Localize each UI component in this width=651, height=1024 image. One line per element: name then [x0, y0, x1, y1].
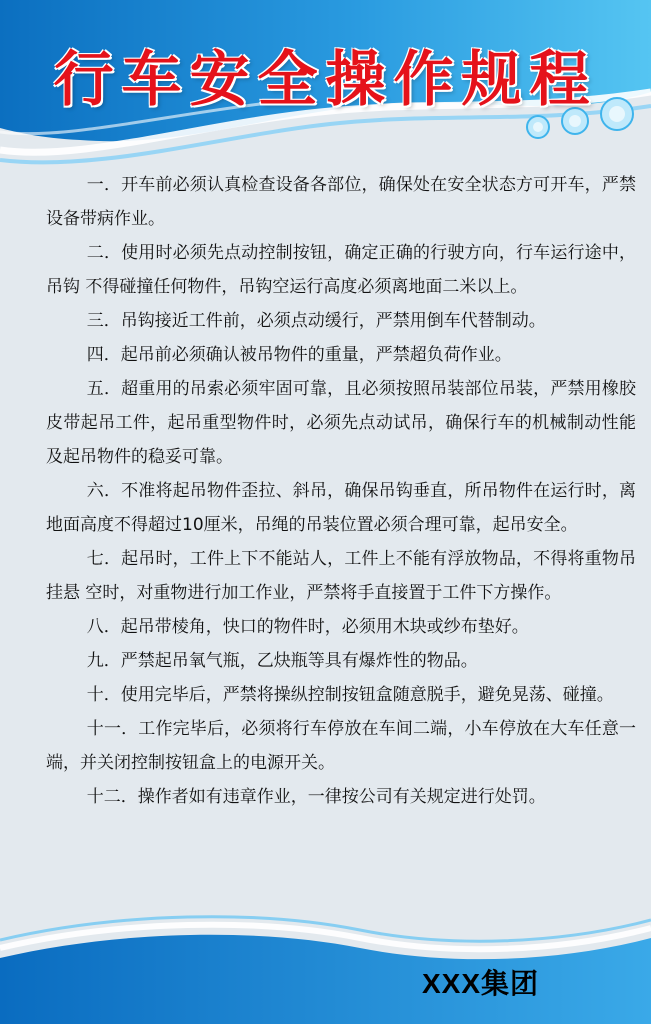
rule-2: 二．使用时必须先点动控制按钮，确定正确的行驶方向，行车运行途中，吊钩 不得碰撞任何物件，吊钩空运行高度必须离地面二米以上。	[46, 243, 636, 297]
rule-5: 五．超重用的吊索必须牢固可靠，且必须按照吊装部位吊装，严禁用橡胶皮带起吊工件，起吊重型物件时，必须先点动试吊，确保行车的机械制动性能及起吊物件的稳妥可靠。	[46, 379, 636, 467]
rule-12: 十二．操作者如有违章作业，一律按公司有关规定进行处罚。	[86, 787, 546, 807]
rule-11: 十一．工作完毕后，必须将行车停放在车间二端，小车停放在大车任意一端，并关闭控制按钮盒上的电源开关。	[46, 719, 636, 773]
rule-9: 九．严禁起吊氧气瓶，乙炔瓶等具有爆炸性的物品。	[86, 651, 478, 671]
rule-10: 十．使用完毕后，严禁将操纵控制按钮盒随意脱手，避免晃荡、碰撞。	[86, 685, 614, 705]
rule-4: 四．起吊前必须确认被吊物件的重量，严禁超负荷作业。	[86, 345, 512, 365]
rule-8: 八．起吊带棱角，快口的物件时，必须用木块或纱布垫好。	[86, 617, 529, 637]
page-title: 行车安全操作规程	[53, 45, 598, 115]
rule-1: 一．开车前必须认真检查设备各部位，确保处在安全状态方可开车，严禁设备带病作业。	[46, 175, 636, 229]
company-name: XXX集团	[421, 968, 539, 999]
rule-6: 六．不准将起吊物件歪拉、斜吊，确保吊钩垂直，所吊物件在运行时，离地面高度不得超过10厘米，吊绳的吊装位置必须合理可靠，起吊安全。	[46, 481, 636, 535]
rule-7: 七．起吊时，工件上下不能站人，工件上不能有浮放物品，不得将重物吊挂悬 空时，对重物进行加工作业，严禁将手直接置于工件下方操作。	[46, 549, 636, 603]
rule-3: 三．吊钩接近工件前，必须点动缓行，严禁用倒车代替制动。	[86, 311, 546, 331]
rules-list	[46, 168, 636, 814]
